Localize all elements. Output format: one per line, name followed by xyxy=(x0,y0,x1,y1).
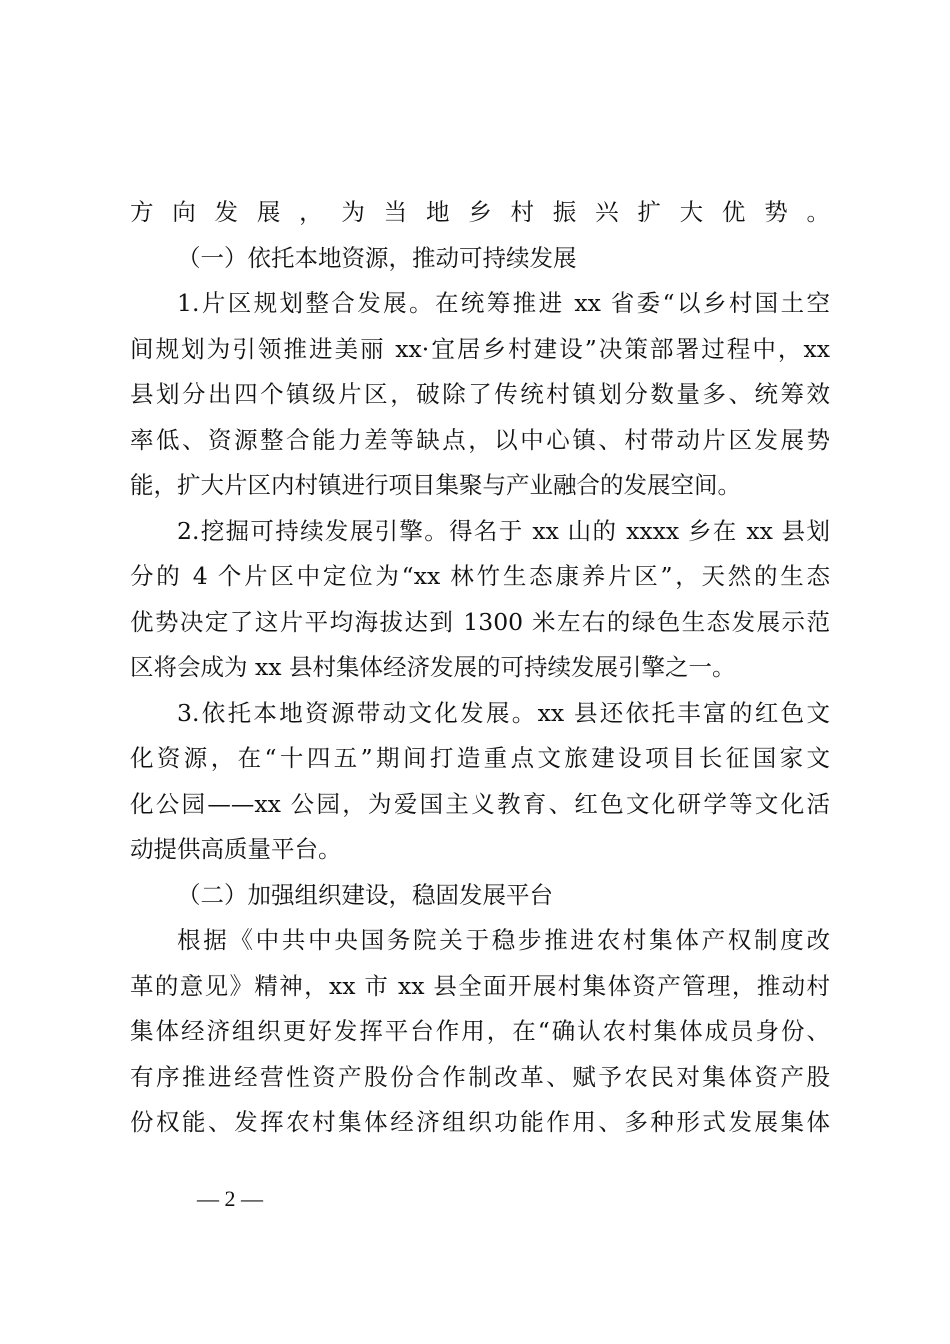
paragraph-last-line: 区将会成为 xx 县村集体经济发展的可持续发展引擎之一。 xyxy=(130,653,736,681)
paragraph-first-line: 2.挖掘可持续发展引擎。得名于 xx 山的 xxxx 乡在 xx 县划 xyxy=(177,516,830,545)
paragraph-first-line: 根据《中共中央国务院关于稳步推进农村集体产权制度改 xyxy=(177,926,830,954)
text-line: 集体经济组织更好发挥平台作用，在“确认农村集体成员身份、 xyxy=(130,1017,830,1045)
text-line: 份权能、发挥农村集体经济组织功能作用、多种形式发展集体 xyxy=(130,1108,830,1136)
text-line: 优势决定了这片平均海拔达到 1300 米左右的绿色生态发展示范 xyxy=(130,607,830,636)
section-heading: （一）依托本地资源，推动可持续发展 xyxy=(177,243,577,272)
text-line: 化资源，在“十四五”期间打造重点文旅建设项目长征国家文 xyxy=(130,744,830,772)
section-heading: （二）加强组织建设，稳固发展平台 xyxy=(177,880,553,909)
paragraph-last-line: 能，扩大片区内村镇进行项目集聚与产业融合的发展空间。 xyxy=(130,471,741,499)
text-line: 县划分出四个镇级片区，破除了传统村镇划分数量多、统筹效 xyxy=(130,380,830,408)
text-line: 有序推进经营性资产股份合作制改革、赋予农民对集体资产股 xyxy=(130,1062,830,1091)
text-line: 化公园——xx 公园，为爱国主义教育、红色文化研学等文化活 xyxy=(130,789,830,818)
document-body xyxy=(130,190,830,1146)
text-line: 革的意见》精神，xx 市 xx 县全面开展村集体资产管理，推动村 xyxy=(130,971,830,1000)
text-line: 率低、资源整合能力差等缺点，以中心镇、村带动片区发展势 xyxy=(130,425,830,454)
paragraph-last-line: 动提供高质量平台。 xyxy=(130,835,342,863)
text-line: 方向发展，为当地乡村振兴扩大优势。 xyxy=(130,198,830,226)
page-number: — 2 — xyxy=(197,1186,263,1211)
text-line: 间规划为引领推进美丽 xx·宜居乡村建设”决策部署过程中，xx xyxy=(130,334,830,363)
paragraph-first-line: 1.片区规划整合发展。在统筹推进 xx 省委“以乡村国土空 xyxy=(177,289,830,317)
text-line: 分的 4 个片区中定位为“xx 林竹生态康养片区”，天然的生态 xyxy=(130,562,830,590)
paragraph-first-line: 3.依托本地资源带动文化发展。xx 县还依托丰富的红色文 xyxy=(177,698,830,727)
